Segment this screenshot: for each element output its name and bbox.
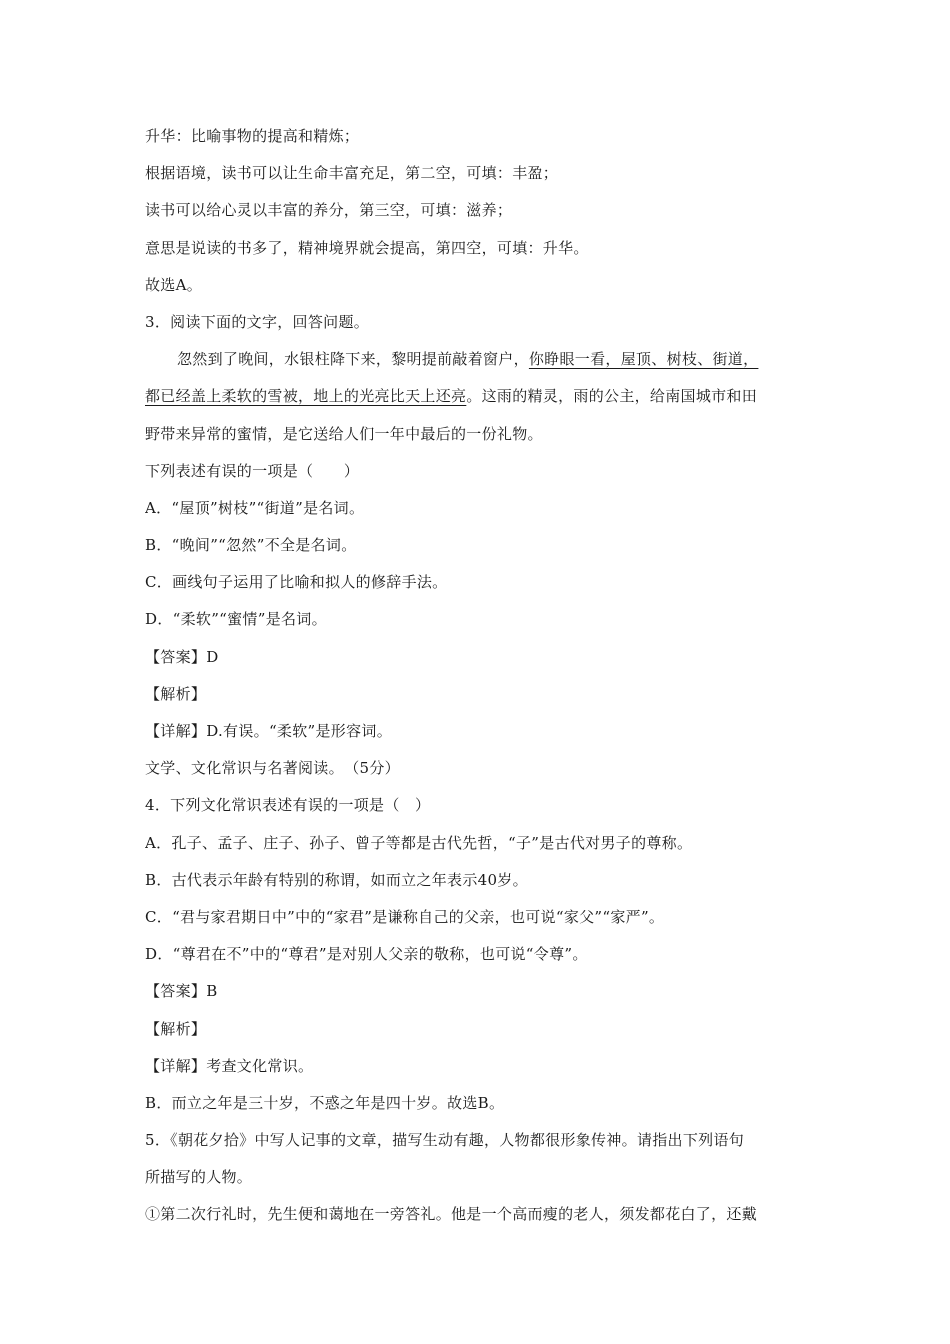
question-5-heading: 5．《朝花夕拾》中写人记事的文章，描写生动有趣，人物都很形象传神。请指出下列语句 (145, 1131, 745, 1150)
passage-text: 。这雨的精灵，雨的公主，给南国城市和田 (466, 387, 758, 406)
section-heading: 文学、文化常识与名著阅读。 （5分） (145, 759, 400, 778)
analysis-label: 【解析】 (145, 1019, 207, 1038)
question-5-heading-cont: 所描写的人物。 (145, 1168, 253, 1187)
answer-label: 【答案】D (145, 647, 219, 666)
option-c: C．“君与家君期日中”中的“家君”是谦称自己的父亲，也可说“家父”“家严”。 (145, 907, 665, 926)
option-b: B．“晚间”“忽然”不全是名词。 (145, 536, 357, 555)
underlined-sentence: 都已经盖上柔软的雪被，地上的光亮比天上还亮 (145, 387, 467, 406)
underlined-sentence: 你睁眼一看，屋顶、树枝、街道， (528, 350, 759, 369)
passage-line-1 (145, 341, 810, 378)
quote-1: ①第二次行礼时，先生便和蔼地在一旁答礼。他是一个高而瘦的老人，须发都花白了，还戴 (145, 1205, 758, 1224)
question-prompt: 下列表述有误的一项是（ ） (145, 461, 360, 480)
text-line: 意思是说读的书多了，精神境界就会提高，第四空，可填：升华。 (145, 238, 589, 257)
option-a: A．孔子、孟子、庄子、孙子、曾子等都是古代先哲，“子”是古代对男子的尊称。 (145, 833, 693, 852)
detail-explanation: 【详解】考查文化常识。 (145, 1056, 314, 1075)
passage-line-3: 野带来异常的蜜情，是它送给人们一年中最后的一份礼物。 (145, 424, 543, 443)
question-4-heading: 4．下列文化常识表述有误的一项是（ ） (145, 796, 431, 815)
text-line: 读书可以给心灵以丰富的养分，第三空，可填：滋养； (145, 201, 513, 220)
option-d: D．“尊君在不”中的“尊君”是对别人父亲的敬称，也可说“令尊”。 (145, 945, 588, 964)
text-line: 升华：比喻事物的提高和精炼； (145, 127, 360, 145)
option-d: D．“柔软”“蜜情”是名词。 (145, 610, 327, 629)
explanation-text: B．而立之年是三十岁，不惑之年是四十岁。故选B。 (145, 1093, 505, 1112)
answer-label: 【答案】B (145, 982, 218, 1001)
detail-explanation: 【详解】D.有误。“柔软”是形容词。 (145, 722, 392, 740)
passage-line-2 (145, 378, 810, 415)
option-c: C．画线句子运用了比喻和拟人的修辞手法。 (145, 573, 448, 592)
option-a: A．“屋顶”树枝”“街道”是名词。 (145, 498, 365, 517)
question-3-heading: 3．阅读下面的文字，回答问题。 (145, 312, 370, 331)
option-b: B．古代表示年龄有特别的称谓，如而立之年表示40岁。 (145, 870, 528, 889)
text-line: 故选A。 (145, 275, 203, 294)
passage-text: 忽然到了晚间，水银柱降下来，黎明提前敲着窗户， (177, 350, 529, 369)
document-page (145, 118, 810, 1234)
text-line: 根据语境，读书可以让生命丰富充足，第二空，可填：丰盈； (145, 164, 559, 183)
analysis-label: 【解析】 (145, 684, 207, 703)
